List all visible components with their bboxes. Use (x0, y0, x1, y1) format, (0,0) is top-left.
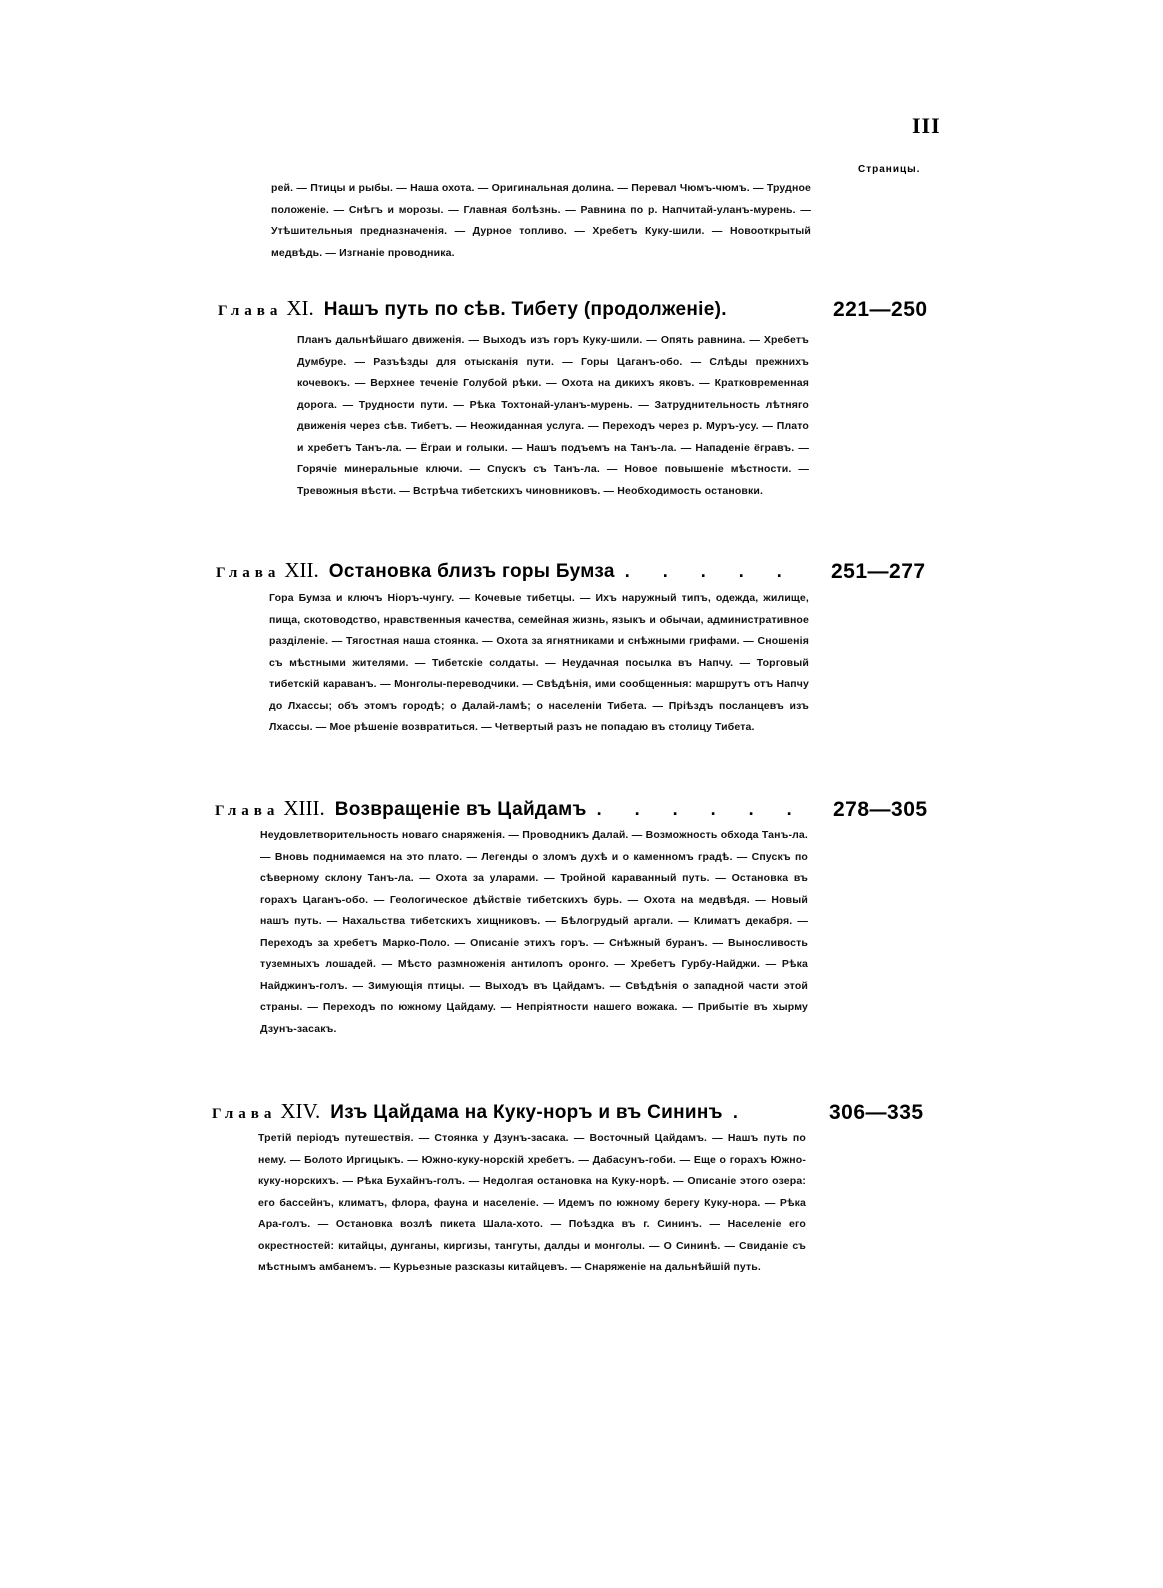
chapter-number: XIII. (283, 796, 325, 820)
chapter-number: XII. (284, 558, 319, 582)
chapter-summary: Гора Бумза и ключъ Ніоръ-чунгу. — Кочевые тибетцы. — Ихъ наружный типъ, одежда, жилище, пища, скотоводство, нравственныя качества, семейная жизнь, языкъ и обычаи, административное разділеніе. — Тягостная наша стоянка. — Охота за ягнятниками и снѣжными грифами. — Сношенія съ мѣстными жителями. — Тибетскіе солдаты. — Неудачная посылка въ Напчу. — Торговый тибетскій караванъ. — Монголы-переводчики. — Свѣдѣнія, ими сообщенныя: маршрутъ отъ Напчу до Лхассы; объ этомъ городѣ; о Далай-ламѣ; о населеніи Тибета. — Пріѣздъ посланцевъ изъ Лхассы. — Мое рѣшеніе возвратиться. — Четвертый разъ не попадаю въ столицу Тибета. (269, 592, 809, 733)
chapter-summary: Неудовлетворительность новаго снаряженія. — Проводникъ Далай. — Возможность обхода Танъ-ла. — Вновь поднимаемся на это плато. — Легенды о зломъ духѣ и о каменномъ градѣ. — Спускъ по сѣверному склону Танъ-ла. — Охота за уларами. — Тройной караванный путь. — Остановка въ горахъ Цаганъ-обо. — Геологическое дѣйствіе тибетскихъ бурь. — Охота на медвѣдя. — Новый нашъ путь. — Нахальства тибетскихъ хищниковъ. — Бѣлогрудый аргали. — Климатъ декабря. — Переходъ за хребетъ Марко-Поло. — Описаніе этихъ горъ. — Снѣжный буранъ. — Выносливость туземныхъ лошадей. — Мѣсто размноженія антилопъ оронго. — Хребетъ Гурбу-Найджи. — Рѣка Найджинъ-голъ. — Зимующія птицы. — Выходъ въ Цайдамъ. — Свѣдѣнія о западной части этой страны. — Переходъ по южному Цайдаму. — Непріятности нашего вожака. — Прибытіе въ хырму Дзунъ-засакъ. (260, 829, 808, 1035)
carryover-summary: рей. — Птицы и рыбы. — Наша охота. — Оригинальная долина. — Перевал Чюмъ-чюмъ. — Трудное положеніе. — Снѣгъ и морозы. — Главная болѣзнь. — Равнина по р. Напчитай-уланъ-мурень. — Утѣшительныя предназначенія. — Дурное топливо. — Хребетъ Куку-шили. — Новооткрытый медвѣдь. — Изгнаніе проводника. (271, 182, 811, 259)
chapter-title: Возвращеніе въ Цайдамъ (334, 799, 587, 820)
chapter-label: Глава (215, 803, 280, 819)
chapter-title: Нашъ путь по сѣв. Тибету (продолженіе). (323, 299, 727, 320)
leader-dots: . (732, 1102, 752, 1122)
chapter-page-range: 251—277 (831, 560, 926, 583)
chapter-title: Остановка близъ горы Бумза (328, 561, 615, 582)
leader-dots: . . . . . . (596, 799, 806, 819)
chapter-page-range: 221—250 (833, 298, 928, 321)
chapter-heading-xiv (212, 1099, 752, 1124)
chapter-label: Глава (218, 303, 283, 319)
page-number: III (912, 113, 941, 138)
chapter-title: Изъ Цайдама на Куку-норъ и въ Сининъ (330, 1102, 723, 1123)
chapter-page-range: 306—335 (829, 1101, 924, 1124)
chapter-page-range: 278—305 (833, 798, 928, 821)
chapter-number: XIV. (280, 1099, 321, 1123)
chapter-summary: Третій періодъ путешествія. — Стоянка у Дзунъ-засака. — Восточный Цайдамъ. — Нашъ путь по нему. — Болото Иргицыкъ. — Южно-куку-норскій хребетъ. — Дабасунъ-гоби. — Еще о горахъ Южно-куку-норскихъ. — Рѣка Бухайнъ-голъ. — Недолгая остановка на Куку-норѣ. — Описаніе этого озера: его бассейнъ, климатъ, флора, фауна и населеніе. — Идемъ по южному берегу Куку-нора. — Рѣка Ара-голъ. — Остановка возлѣ пикета Шала-хото. — Поѣздка въ г. Сининъ. — Населеніе его окрестностей: китайцы, дунганы, киргизы, тангуты, далды и монголы. — О Сининѣ. — Свиданіе съ мѣстнымъ амбанемъ. — Курьезные разсказы китайцевъ. — Снаряженіе на дальнѣйшій путь. (258, 1132, 806, 1273)
chapter-heading-xii (216, 558, 796, 583)
chapter-heading-xiii (215, 796, 806, 821)
chapter-summary: Планъ дальнѣйшаго движенія. — Выходъ изъ горъ Куку-шили. — Опять равнина. — Хребетъ Думбуре. — Разъѣзды для отысканія пути. — Горы Цаганъ-обо. — Слѣды прежнихъ кочевокъ. — Верхнее теченіе Голубой рѣки. — Охота на дикихъ яковъ. — Кратковременная дорога. — Трудности пути. — Рѣка Тохтонай-уланъ-мурень. — Затруднительность лѣтняго движенія через сѣв. Тибетъ. — Неожиданная услуга. — Переходъ через р. Муръ-усу. — Плато и хребетъ Танъ-ла. — Ёграи и голыки. — Нашъ подъемъ на Танъ-ла. — Нападеніе ёгравъ. — Горячіе минеральные ключи. — Спускъ съ Танъ-ла. — Новое повышеніе мѣстности. — Тревожныя вѣсти. — Встрѣча тибетскихъ чиновниковъ. — Необходимость остановки. (297, 334, 809, 497)
chapter-heading-xi (218, 296, 727, 321)
pages-column-label: Страницы. (858, 164, 921, 175)
chapter-label: Глава (216, 565, 281, 581)
leader-dots: . . . . . (624, 561, 796, 581)
chapter-number: XI. (286, 296, 314, 320)
chapter-label: Глава (212, 1106, 277, 1122)
